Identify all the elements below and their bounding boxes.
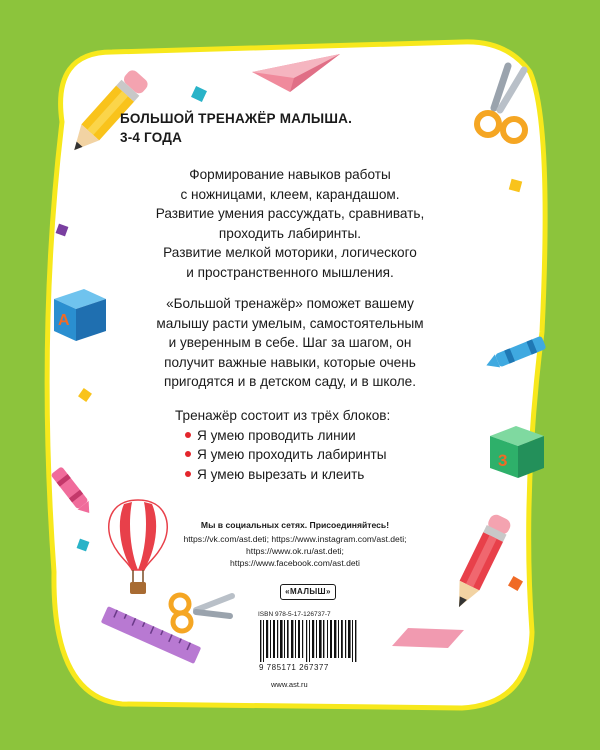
social-line[interactable]: https://vk.com/ast.deti; https://www.instagram.com/ast.deti; (183, 534, 407, 544)
promo-line: «Большой тренажёр» поможет вашему (166, 296, 414, 311)
isbn-text: ISBN 978-5-17-126737-7 (258, 611, 331, 618)
list-item-label: Я умею вырезать и клеить (197, 466, 365, 482)
blocks-list (175, 406, 465, 484)
description-line: проходить лабиринты. (218, 225, 362, 241)
bullet-dot-icon (185, 451, 191, 457)
promo-line: и уверенным в себе. Шаг за шагом, он (168, 335, 412, 350)
description-line: Развитие умения рассуждать, сравнивать, (155, 206, 425, 221)
blocks-intro: Тренажёр состоит из трёх блоков: (175, 408, 391, 423)
list-item-label: Я умею проходить лабиринты (197, 447, 387, 462)
description-line: Развитие мелкой моторики, логического (163, 245, 417, 260)
list-item-label: Я умею проводить линии (197, 427, 356, 443)
bullet-dot-icon (185, 432, 191, 438)
pink-paper-shape (390, 626, 466, 650)
title-line-1: БОЛЬШОЙ ТРЕНАЖЁР МАЛЫША. (120, 111, 353, 126)
promo-paragraph (90, 294, 490, 392)
website-link[interactable]: www.ast.ru (271, 680, 308, 689)
promo-line: получит важные навыки, которые очень (164, 354, 416, 370)
list-item (185, 426, 465, 446)
social-heading: Мы в социальных сетях. Присоединяйтесь! (200, 520, 390, 530)
description-paragraph (90, 165, 490, 282)
publisher-logo: «МАЛЫШ» (280, 584, 336, 600)
title-line-2: 3-4 ГОДА (120, 130, 183, 145)
number-cube-icon (486, 422, 548, 482)
social-line[interactable]: https://www.ok.ru/ast.deti; (246, 546, 344, 556)
social-line[interactable]: https://www.facebook.com/ast.deti (230, 558, 360, 568)
crayon-icon (44, 460, 96, 520)
pencil-icon (445, 512, 515, 616)
promo-line: малышу расти умелым, самостоятельным (156, 315, 424, 331)
ruler-icon (96, 600, 206, 670)
social-links (150, 519, 440, 569)
svg-text:3: 3 (498, 451, 508, 470)
description-line: Формирование навыков работы (189, 167, 391, 182)
description-line: с ножницами, клеем, карандашом. (180, 186, 400, 202)
svg-text:A: A (58, 312, 70, 329)
scissors-icon (470, 60, 540, 150)
paper-plane-icon (250, 52, 342, 94)
description-line: и пространственного мышления. (186, 264, 394, 280)
book-title (120, 109, 420, 147)
list-item (185, 465, 465, 485)
barcode (256, 620, 362, 662)
promo-line: пригодятся и в детском саду, и в школе. (164, 374, 416, 389)
bullet-dot-icon (185, 471, 191, 477)
list-item (185, 445, 465, 465)
crayon-icon (482, 330, 552, 376)
barcode-number: 9 785171 267377 (259, 663, 329, 672)
